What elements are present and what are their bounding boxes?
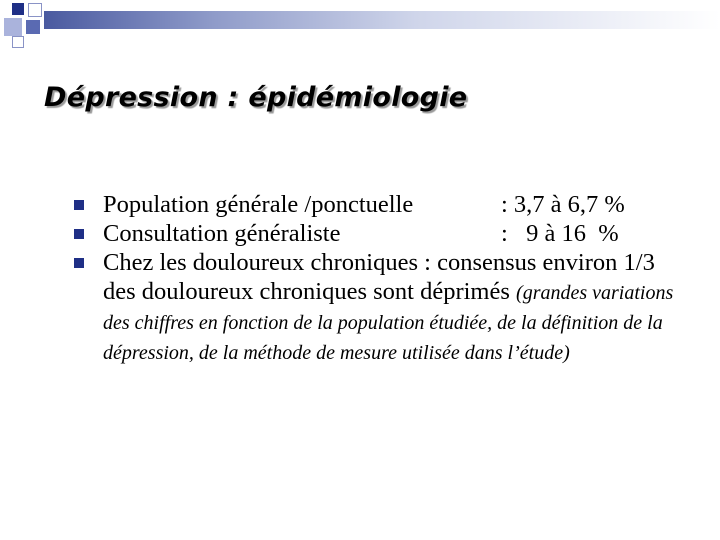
decor-square [12, 3, 24, 15]
bullet-item [72, 190, 692, 219]
bullet-text: Chez les douloureux chroniques : consensus environ 1/3 des douloureux chroniques sont déprimés [103, 249, 655, 305]
bullet-value: : 3,7 à 6,7 % [501, 191, 625, 218]
square-bullet-icon [74, 258, 84, 268]
header-band [44, 11, 720, 29]
decor-square [12, 36, 24, 48]
decor-square [26, 20, 40, 34]
bullet-item [72, 248, 692, 367]
bullet-item [72, 219, 692, 248]
bullet-label: Population générale /ponctuelle [103, 191, 414, 218]
bullet-note: (grandes variations des chiffres en fonction de la population étudiée, de la définition de la dépression, de la méthode de mesure utilisée dans l’étude) [103, 282, 674, 364]
decor-square [4, 18, 22, 36]
bullet-list [72, 190, 692, 367]
bullet-value: : 9 à 16 % [501, 220, 619, 247]
decor-square [28, 3, 42, 17]
square-bullet-icon [74, 229, 84, 239]
slide-title: Dépression : épidémiologie [44, 82, 468, 113]
square-bullet-icon [74, 200, 84, 210]
bullet-label: Consultation généraliste [103, 220, 341, 247]
